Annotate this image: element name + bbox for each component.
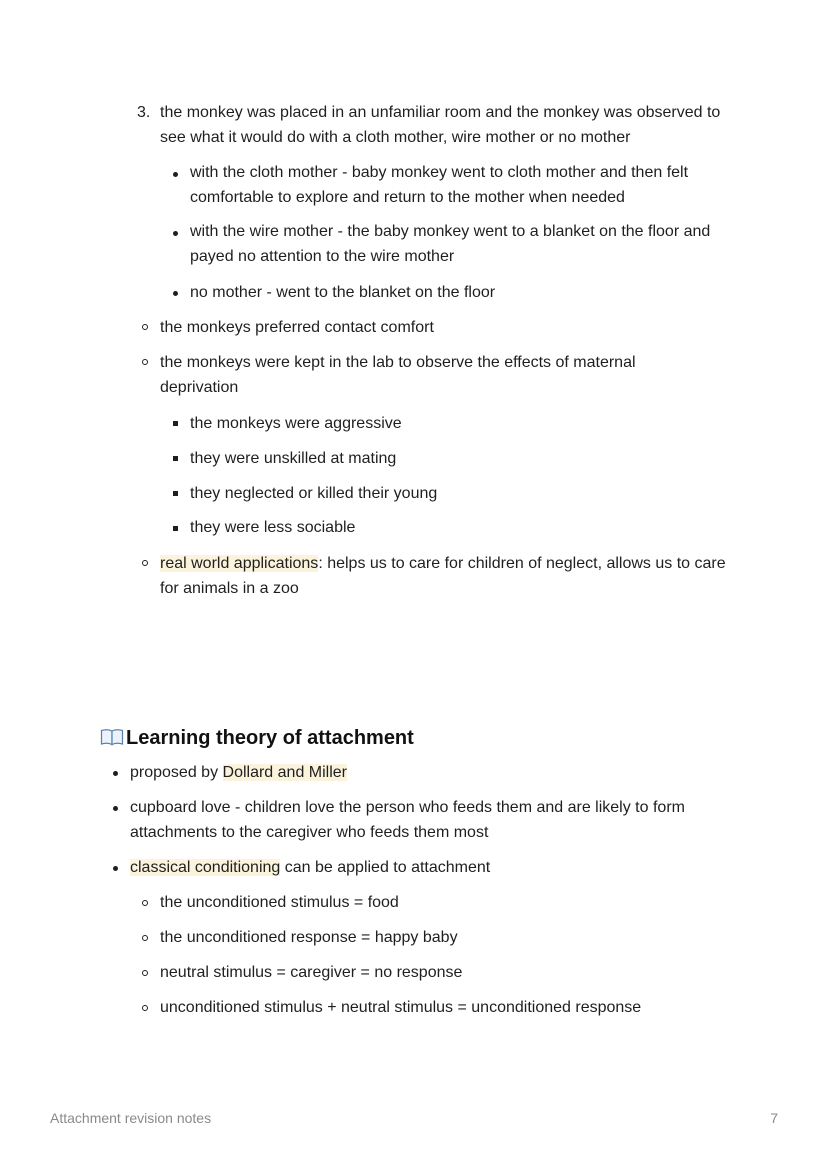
- bullet-circle: [142, 935, 148, 941]
- bullet-circle: [142, 900, 148, 906]
- list-item: the monkeys preferred contact comfort: [160, 319, 434, 336]
- list-item: the unconditioned stimulus = food: [160, 894, 399, 911]
- bullet-disc: [173, 231, 178, 236]
- list-item: with the cloth mother - baby monkey went to cloth mother and then felt comfortable to explore and return to the mother when needed: [190, 164, 689, 206]
- list-item: they were less sociable: [190, 519, 356, 536]
- bullet-square: [173, 456, 178, 461]
- list-item: the monkeys were aggressive: [190, 415, 402, 432]
- list-item: no mother - went to the blanket on the floor: [190, 284, 496, 301]
- open-book-icon: [100, 728, 124, 746]
- bullet-circle: [142, 1005, 148, 1011]
- bullet-square: [173, 421, 178, 426]
- highlight-rwa: real world applications: [160, 555, 319, 572]
- bullet-disc: [113, 806, 118, 811]
- list-item: proposed by Dollard and Miller: [130, 764, 348, 781]
- list-item: the unconditioned response = happy baby: [160, 929, 458, 946]
- footer-page-number: 7: [770, 1110, 778, 1126]
- list-item: unconditioned stimulus + neutral stimulus = unconditioned response: [160, 999, 642, 1016]
- footer-doc-title: Attachment revision notes: [50, 1110, 212, 1126]
- list-item: real world applications: helps us to care for children of neglect, allows us to care for animals in a zoo: [160, 555, 726, 597]
- bullet-circle: [142, 324, 148, 330]
- bullet-square: [173, 491, 178, 496]
- bullet-square: [173, 526, 178, 531]
- list-item: they were unskilled at mating: [190, 450, 397, 467]
- bullet-disc: [173, 291, 178, 296]
- bullet-circle: [142, 359, 148, 365]
- highlight-classical-conditioning: classical conditioning: [130, 859, 281, 876]
- bullet-circle: [142, 970, 148, 976]
- section-heading: [100, 724, 414, 752]
- step-3-text: the monkey was placed in an unfamiliar room and the monkey was observed to see what it would do with a cloth mother, wire mother or no mother: [160, 104, 721, 146]
- list-item: cupboard love - children love the person who feeds them and are likely to form attachments to the caregiver who feeds them most: [130, 799, 685, 841]
- section-title: Learning theory of attachment: [126, 727, 414, 749]
- bullet-disc: [113, 771, 118, 776]
- list-item: with the wire mother - the baby monkey went to a blanket on the floor and payed no attention to the wire mother: [190, 223, 711, 265]
- list-item: classical conditioning can be applied to attachment: [130, 859, 491, 876]
- highlight-dollard-miller: Dollard and Miller: [222, 764, 348, 781]
- bullet-circle: [142, 560, 148, 566]
- list-number: 3.: [137, 104, 151, 121]
- list-item: the monkeys were kept in the lab to observe the effects of maternal deprivation: [160, 354, 636, 396]
- bullet-disc: [113, 866, 118, 871]
- list-item: they neglected or killed their young: [190, 485, 438, 502]
- list-item: neutral stimulus = caregiver = no response: [160, 964, 463, 981]
- bullet-disc: [173, 172, 178, 177]
